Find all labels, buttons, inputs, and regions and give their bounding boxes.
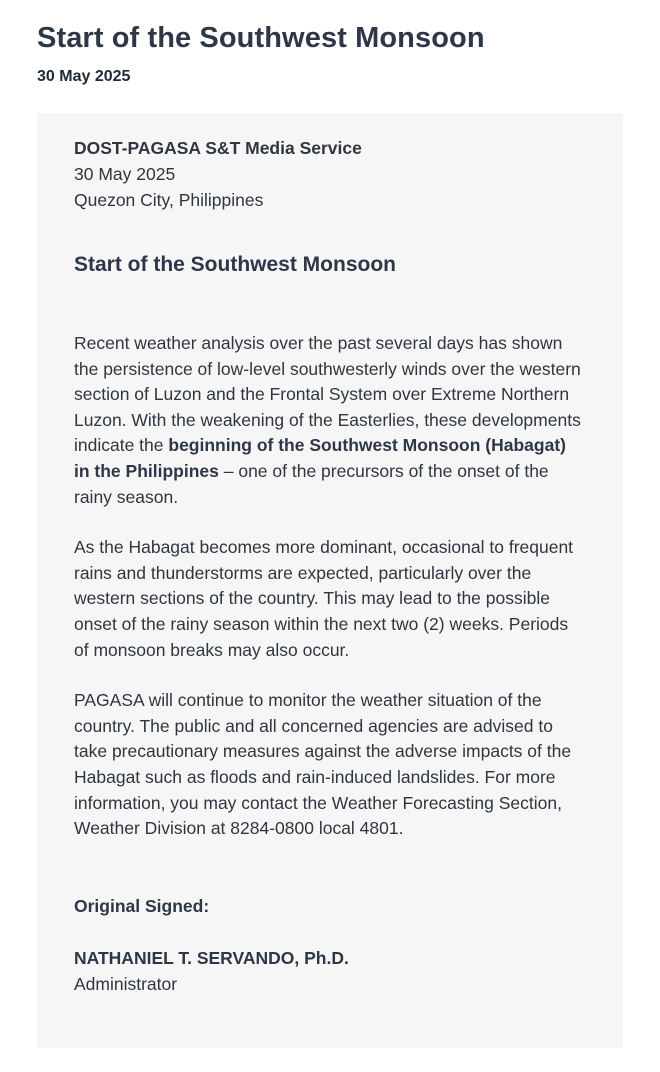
release-title: Start of the Southwest Monsoon (74, 253, 396, 276)
release-date: 30 May 2025 (74, 164, 176, 184)
paragraph-analysis (74, 331, 586, 510)
signatory-title: Administrator (74, 973, 178, 994)
paragraph-analysis-text: Recent weather analysis over the past several days has shown the persistence of low-level southwesterly winds over the western section of Luzon and the Frontal System over Extreme Northern Luzon. With the weakening of the Easterlies, these developments indicate the (74, 333, 581, 456)
page-date: 30 May 2025 (37, 68, 131, 85)
paragraph-forecast: As the Habagat becomes more dominant, occasional to frequent rains and thunderstorms are expected, particularly over the western sections of the country. This may lead to the possible onset of the rainy season within the next two (2) weeks. Periods of monsoon breaks may also occur. (74, 537, 574, 660)
release-location: Quezon City, Philippines (74, 190, 264, 210)
media-service-label: DOST-PAGASA S&T Media Service (74, 138, 362, 158)
paragraph-analysis-emphasis: beginning of the Southwest Monsoon (Habagat) in the Philippines (74, 435, 566, 481)
paragraph-analysis-tail: – one of the precursors of the onset of the rainy season. (74, 460, 549, 507)
original-signed-label: Original Signed: (74, 895, 210, 916)
page-title: Start of the Southwest Monsoon (37, 22, 485, 54)
paragraph-advisory: PAGASA will continue to monitor the weather situation of the country. The public and all concerned agencies are advised to take precautionary measures against the adverse impacts of the Habagat such as floods and rain-induced landslides. For more information, you may contact the Weather Forecasting Section, Weather Division at 8284-0800 local 4801. (74, 690, 572, 839)
press-release-card (37, 113, 623, 1048)
signatory-name: NATHANIEL T. SERVANDO, Ph.D. (74, 947, 349, 968)
